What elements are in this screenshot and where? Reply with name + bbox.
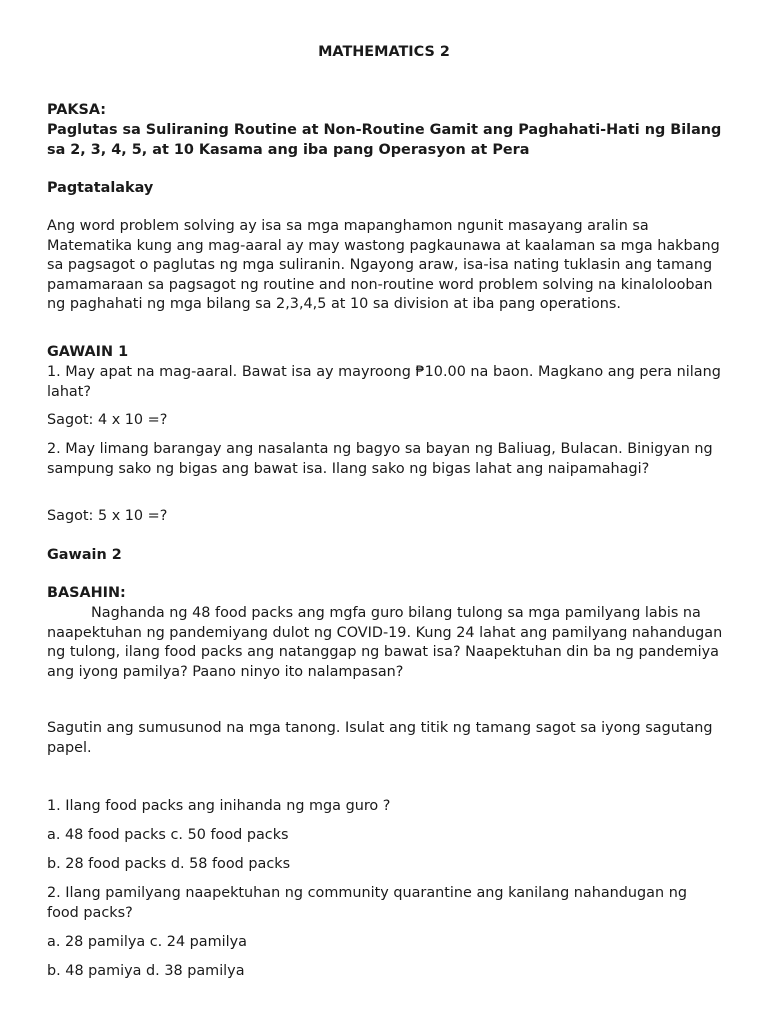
gawain2-heading: Gawain 2 [47,547,122,563]
pagtatalakay-text: Ang word problem solving ay isa sa mga mapanghamon ngunit masayang aralin sa Matematika kung ang mag-aaral ay may wastong pagkaunawa at kaalaman sa mga hakbang sa pagsagot o paglutas ng mga suliranin. Ngayong araw, isa-isa nating tuklasin ang tamang pamamaraan sa pagsagot ng routine and non-routine word problem solving na kinalolooban ng paghahati ng mga bilang sa 2,3,4,5 at 10 sa division at iba pang operations. [47,218,720,312]
document-title: MATHEMATICS 2 [318,44,450,60]
question-1-choices-bd: b. 28 food packs d. 58 food packs [47,856,291,872]
pagtatalakay-heading: Pagtatalakay [47,180,154,196]
question-1-choices-ac: a. 48 food packs c. 50 food packs [47,827,289,843]
gawain1-heading: GAWAIN 1 [47,344,129,360]
instruction-text: Sagutin ang sumusunod na mga tanong. Isulat ang titik ng tamang sagot sa iyong sagutang papel. [47,720,713,756]
question-2: 2. Ilang pamilyang naapektuhan ng community quarantine ang kanilang nahandugan ng food packs? [47,885,687,921]
question-1: 1. Ilang food packs ang inihanda ng mga guro ? [47,798,391,814]
gawain1-sagot2: Sagot: 5 x 10 =? [47,508,168,524]
basahin-heading: BASAHIN: [47,585,126,601]
paksa-text: Paglutas sa Suliraning Routine at Non-Routine Gamit ang Paghahati-Hati ng Bilang sa 2, 3, 4, 5, at 10 Kasama ang iba pang Operasyon at Pera [47,122,722,158]
gawain1-sagot1: Sagot: 4 x 10 =? [47,412,168,428]
question-2-choices-bd: b. 48 pamiya d. 38 pamilya [47,963,245,979]
basahin-passage: Naghanda ng 48 food packs ang mgfa guro bilang tulong sa mga pamilyang labis na naapektuhan ng pandemiyang dulot ng COVID-19. Kung 24 lahat ang pamilyang nahandugan ng tulong, ilang food packs ang natanggap ng bawat isa? Naapektuhan din ba ng pandemiya ang iyong pamilya? Paano ninyo ito nalampasan? [47,605,723,680]
question-2-choices-ac: a. 28 pamilya c. 24 pamilya [47,934,247,950]
paksa-heading: PAKSA: [47,102,107,118]
gawain1-item1: 1. May apat na mag-aaral. Bawat isa ay mayroong ₱10.00 na baon. Magkano ang pera nilang lahat? [47,364,721,400]
gawain1-item2: 2. May limang barangay ang nasalanta ng bagyo sa bayan ng Baliuag, Bulacan. Binigyan ng sampung sako ng bigas ang bawat isa. Ilang sako ng bigas lahat ang naipamahagi? [47,441,713,477]
